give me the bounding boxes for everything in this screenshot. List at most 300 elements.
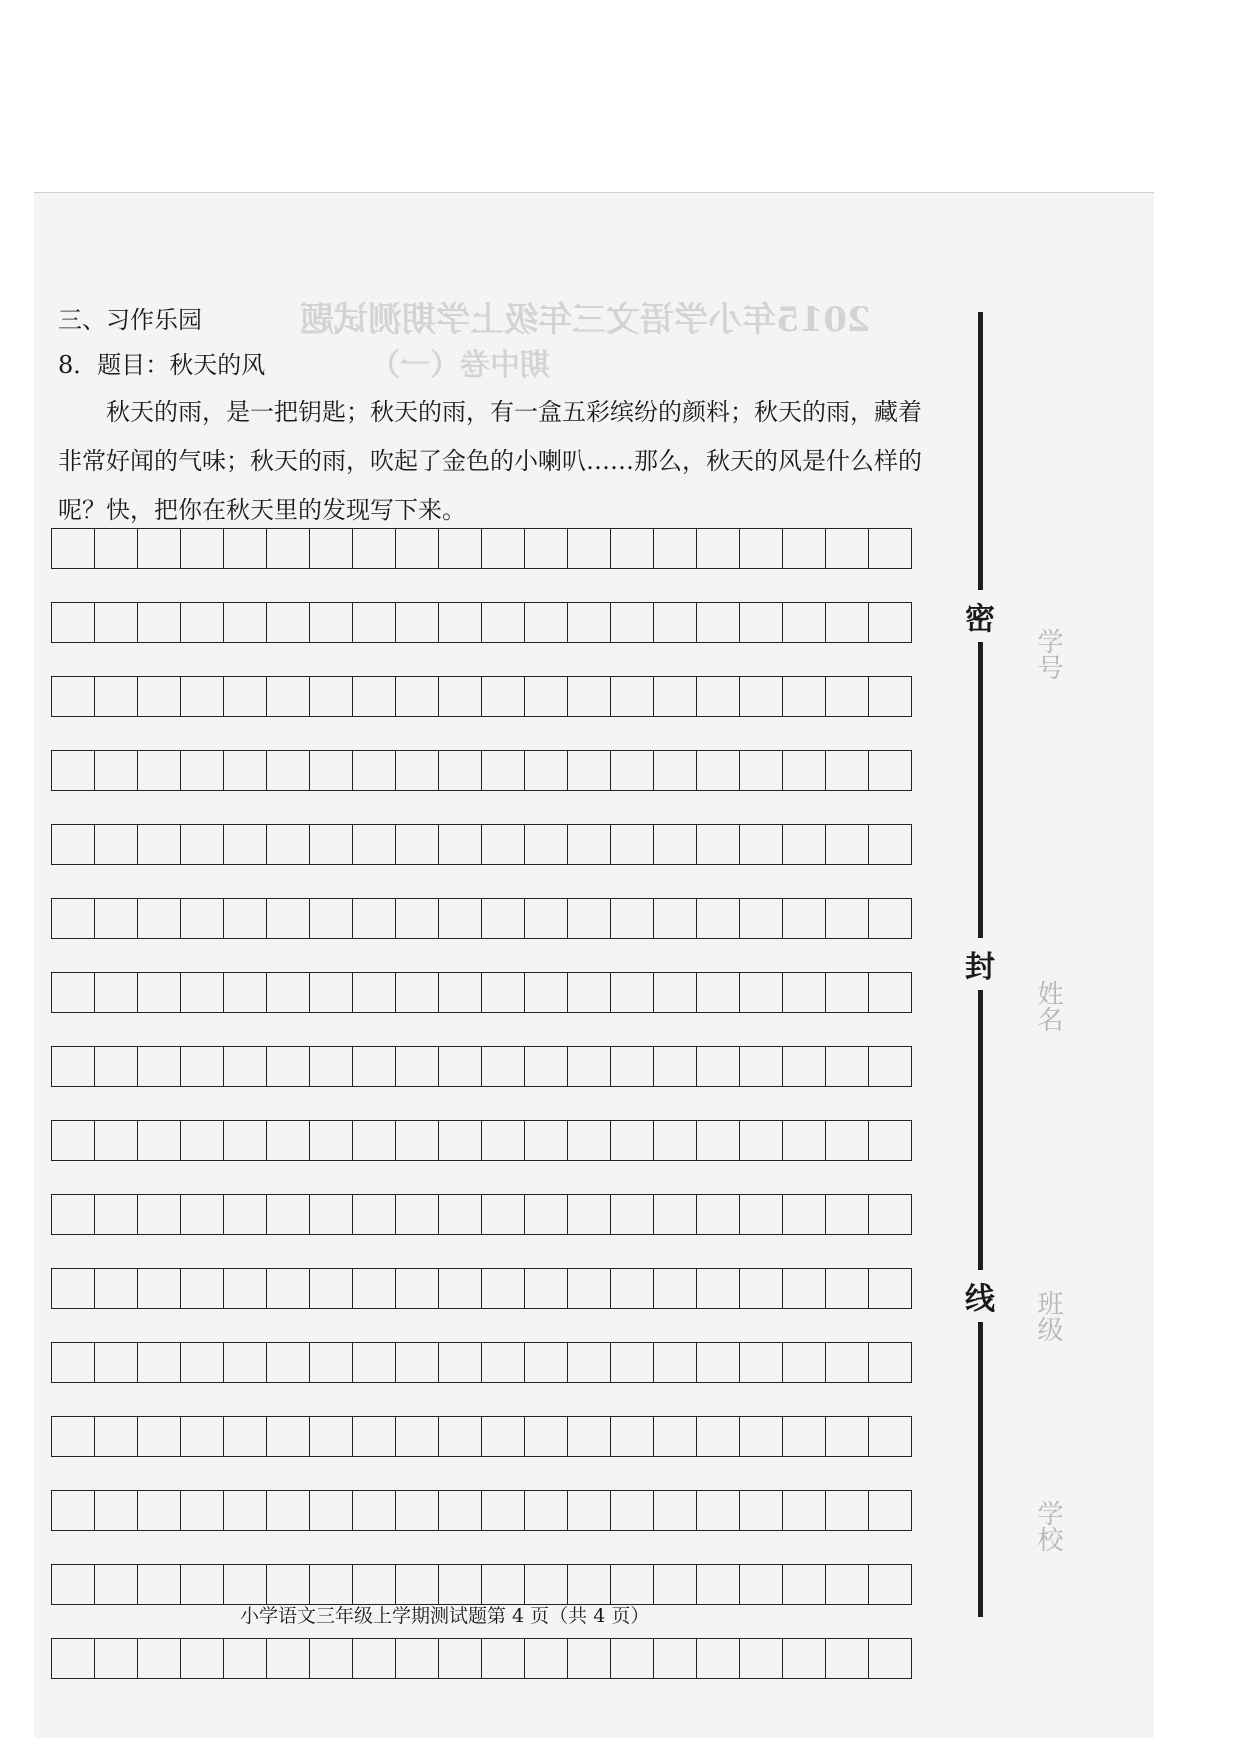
- grid-cell[interactable]: [352, 1638, 396, 1679]
- grid-cell[interactable]: [567, 1564, 611, 1605]
- grid-cell[interactable]: [94, 972, 138, 1013]
- grid-cell[interactable]: [610, 676, 654, 717]
- grid-cell[interactable]: [395, 1268, 439, 1309]
- grid-cell[interactable]: [610, 1268, 654, 1309]
- grid-cell[interactable]: [567, 1194, 611, 1235]
- grid-cell[interactable]: [653, 602, 697, 643]
- grid-cell[interactable]: [524, 602, 568, 643]
- grid-cell[interactable]: [739, 1342, 783, 1383]
- grid-cell[interactable]: [438, 1046, 482, 1087]
- grid-cell[interactable]: [567, 1416, 611, 1457]
- grid-cell[interactable]: [309, 1120, 353, 1161]
- grid-cell[interactable]: [481, 1120, 525, 1161]
- grid-cell[interactable]: [223, 1416, 267, 1457]
- grid-cell[interactable]: [51, 824, 95, 865]
- grid-cell[interactable]: [868, 1120, 912, 1161]
- grid-cell[interactable]: [481, 1046, 525, 1087]
- grid-cell[interactable]: [137, 1120, 181, 1161]
- grid-cell[interactable]: [868, 898, 912, 939]
- grid-cell[interactable]: [352, 528, 396, 569]
- grid-cell[interactable]: [395, 1638, 439, 1679]
- grid-cell[interactable]: [524, 1342, 568, 1383]
- grid-cell[interactable]: [567, 972, 611, 1013]
- grid-cell[interactable]: [395, 1120, 439, 1161]
- grid-cell[interactable]: [739, 1120, 783, 1161]
- grid-cell[interactable]: [610, 602, 654, 643]
- grid-cell[interactable]: [610, 750, 654, 791]
- grid-cell[interactable]: [137, 824, 181, 865]
- grid-cell[interactable]: [739, 824, 783, 865]
- grid-cell[interactable]: [739, 972, 783, 1013]
- grid-cell[interactable]: [94, 824, 138, 865]
- grid-cell[interactable]: [266, 602, 310, 643]
- grid-cell[interactable]: [309, 1564, 353, 1605]
- grid-cell[interactable]: [782, 528, 826, 569]
- grid-cell[interactable]: [438, 1638, 482, 1679]
- grid-cell[interactable]: [610, 898, 654, 939]
- grid-cell[interactable]: [309, 1416, 353, 1457]
- grid-cell[interactable]: [395, 1046, 439, 1087]
- grid-cell[interactable]: [739, 1268, 783, 1309]
- grid-cell[interactable]: [782, 1194, 826, 1235]
- grid-cell[interactable]: [395, 602, 439, 643]
- grid-cell[interactable]: [825, 1046, 869, 1087]
- grid-cell[interactable]: [567, 824, 611, 865]
- grid-cell[interactable]: [266, 1490, 310, 1531]
- grid-cell[interactable]: [653, 1490, 697, 1531]
- grid-cell[interactable]: [481, 1342, 525, 1383]
- grid-cell[interactable]: [352, 1416, 396, 1457]
- grid-cell[interactable]: [653, 824, 697, 865]
- grid-cell[interactable]: [567, 676, 611, 717]
- grid-cell[interactable]: [438, 898, 482, 939]
- grid-cell[interactable]: [782, 1046, 826, 1087]
- grid-cell[interactable]: [610, 1342, 654, 1383]
- grid-cell[interactable]: [868, 1194, 912, 1235]
- grid-cell[interactable]: [868, 824, 912, 865]
- grid-cell[interactable]: [481, 972, 525, 1013]
- grid-cell[interactable]: [825, 1342, 869, 1383]
- grid-cell[interactable]: [266, 1268, 310, 1309]
- grid-cell[interactable]: [309, 750, 353, 791]
- grid-cell[interactable]: [696, 1490, 740, 1531]
- grid-cell[interactable]: [825, 1490, 869, 1531]
- grid-cell[interactable]: [567, 1638, 611, 1679]
- grid-cell[interactable]: [223, 1046, 267, 1087]
- grid-cell[interactable]: [739, 528, 783, 569]
- grid-cell[interactable]: [868, 750, 912, 791]
- grid-cell[interactable]: [524, 1046, 568, 1087]
- grid-cell[interactable]: [266, 750, 310, 791]
- grid-cell[interactable]: [266, 1194, 310, 1235]
- grid-cell[interactable]: [825, 750, 869, 791]
- grid-cell[interactable]: [481, 1194, 525, 1235]
- grid-cell[interactable]: [352, 972, 396, 1013]
- grid-cell[interactable]: [352, 1194, 396, 1235]
- grid-cell[interactable]: [524, 1416, 568, 1457]
- grid-cell[interactable]: [481, 1268, 525, 1309]
- grid-cell[interactable]: [739, 1194, 783, 1235]
- grid-cell[interactable]: [94, 1638, 138, 1679]
- grid-cell[interactable]: [94, 528, 138, 569]
- grid-cell[interactable]: [438, 1268, 482, 1309]
- grid-cell[interactable]: [696, 1120, 740, 1161]
- grid-cell[interactable]: [438, 676, 482, 717]
- grid-cell[interactable]: [610, 1120, 654, 1161]
- grid-cell[interactable]: [137, 1194, 181, 1235]
- grid-cell[interactable]: [395, 898, 439, 939]
- grid-cell[interactable]: [481, 1416, 525, 1457]
- grid-cell[interactable]: [481, 824, 525, 865]
- grid-cell[interactable]: [438, 824, 482, 865]
- grid-cell[interactable]: [825, 972, 869, 1013]
- grid-cell[interactable]: [395, 824, 439, 865]
- grid-cell[interactable]: [653, 528, 697, 569]
- grid-cell[interactable]: [51, 1342, 95, 1383]
- grid-cell[interactable]: [524, 898, 568, 939]
- grid-cell[interactable]: [94, 1342, 138, 1383]
- grid-cell[interactable]: [481, 676, 525, 717]
- grid-cell[interactable]: [524, 528, 568, 569]
- grid-cell[interactable]: [653, 1416, 697, 1457]
- grid-cell[interactable]: [94, 676, 138, 717]
- grid-cell[interactable]: [524, 1120, 568, 1161]
- grid-cell[interactable]: [868, 1490, 912, 1531]
- grid-cell[interactable]: [137, 528, 181, 569]
- grid-cell[interactable]: [567, 528, 611, 569]
- grid-cell[interactable]: [868, 676, 912, 717]
- grid-cell[interactable]: [868, 1638, 912, 1679]
- grid-cell[interactable]: [51, 1490, 95, 1531]
- grid-cell[interactable]: [94, 1194, 138, 1235]
- grid-cell[interactable]: [266, 1564, 310, 1605]
- grid-cell[interactable]: [137, 1046, 181, 1087]
- grid-cell[interactable]: [481, 602, 525, 643]
- grid-cell[interactable]: [180, 1194, 224, 1235]
- grid-cell[interactable]: [481, 898, 525, 939]
- grid-cell[interactable]: [266, 1120, 310, 1161]
- grid-cell[interactable]: [352, 824, 396, 865]
- grid-cell[interactable]: [266, 528, 310, 569]
- grid-cell[interactable]: [524, 676, 568, 717]
- grid-cell[interactable]: [180, 528, 224, 569]
- grid-cell[interactable]: [309, 972, 353, 1013]
- grid-cell[interactable]: [782, 1268, 826, 1309]
- grid-cell[interactable]: [825, 824, 869, 865]
- grid-cell[interactable]: [610, 1490, 654, 1531]
- grid-cell[interactable]: [739, 1564, 783, 1605]
- grid-cell[interactable]: [352, 676, 396, 717]
- grid-cell[interactable]: [309, 1268, 353, 1309]
- grid-cell[interactable]: [395, 972, 439, 1013]
- grid-cell[interactable]: [223, 602, 267, 643]
- grid-cell[interactable]: [524, 750, 568, 791]
- grid-cell[interactable]: [180, 1268, 224, 1309]
- grid-cell[interactable]: [782, 1416, 826, 1457]
- grid-cell[interactable]: [395, 750, 439, 791]
- grid-cell[interactable]: [567, 750, 611, 791]
- grid-cell[interactable]: [524, 1638, 568, 1679]
- grid-cell[interactable]: [352, 1268, 396, 1309]
- grid-cell[interactable]: [696, 676, 740, 717]
- grid-cell[interactable]: [94, 1416, 138, 1457]
- grid-cell[interactable]: [309, 1638, 353, 1679]
- grid-cell[interactable]: [610, 1194, 654, 1235]
- grid-cell[interactable]: [51, 1120, 95, 1161]
- grid-cell[interactable]: [739, 898, 783, 939]
- grid-cell[interactable]: [309, 1046, 353, 1087]
- grid-cell[interactable]: [352, 1120, 396, 1161]
- grid-cell[interactable]: [481, 750, 525, 791]
- grid-cell[interactable]: [696, 898, 740, 939]
- grid-cell[interactable]: [180, 1490, 224, 1531]
- grid-cell[interactable]: [51, 1564, 95, 1605]
- grid-cell[interactable]: [653, 1268, 697, 1309]
- grid-cell[interactable]: [223, 1564, 267, 1605]
- grid-cell[interactable]: [438, 1342, 482, 1383]
- grid-cell[interactable]: [825, 1194, 869, 1235]
- grid-cell[interactable]: [51, 1046, 95, 1087]
- grid-cell[interactable]: [610, 824, 654, 865]
- grid-cell[interactable]: [180, 1638, 224, 1679]
- grid-cell[interactable]: [653, 1638, 697, 1679]
- grid-cell[interactable]: [309, 602, 353, 643]
- grid-cell[interactable]: [438, 1416, 482, 1457]
- grid-cell[interactable]: [395, 1416, 439, 1457]
- grid-cell[interactable]: [567, 1342, 611, 1383]
- grid-cell[interactable]: [696, 972, 740, 1013]
- grid-cell[interactable]: [137, 1638, 181, 1679]
- grid-cell[interactable]: [438, 1120, 482, 1161]
- grid-cell[interactable]: [739, 750, 783, 791]
- grid-cell[interactable]: [481, 1638, 525, 1679]
- grid-cell[interactable]: [610, 1638, 654, 1679]
- grid-cell[interactable]: [352, 1342, 396, 1383]
- grid-cell[interactable]: [481, 1490, 525, 1531]
- grid-cell[interactable]: [825, 1416, 869, 1457]
- grid-cell[interactable]: [180, 898, 224, 939]
- grid-cell[interactable]: [137, 676, 181, 717]
- grid-cell[interactable]: [223, 1638, 267, 1679]
- grid-cell[interactable]: [567, 898, 611, 939]
- grid-cell[interactable]: [438, 972, 482, 1013]
- grid-cell[interactable]: [309, 1490, 353, 1531]
- grid-cell[interactable]: [782, 824, 826, 865]
- grid-cell[interactable]: [395, 1342, 439, 1383]
- grid-cell[interactable]: [266, 676, 310, 717]
- grid-cell[interactable]: [137, 602, 181, 643]
- grid-cell[interactable]: [180, 1564, 224, 1605]
- grid-cell[interactable]: [696, 824, 740, 865]
- grid-cell[interactable]: [438, 602, 482, 643]
- grid-cell[interactable]: [782, 1120, 826, 1161]
- grid-cell[interactable]: [524, 1194, 568, 1235]
- grid-cell[interactable]: [137, 750, 181, 791]
- grid-cell[interactable]: [395, 1490, 439, 1531]
- grid-cell[interactable]: [94, 750, 138, 791]
- grid-cell[interactable]: [223, 1490, 267, 1531]
- grid-cell[interactable]: [309, 1342, 353, 1383]
- grid-cell[interactable]: [94, 1490, 138, 1531]
- grid-cell[interactable]: [51, 972, 95, 1013]
- grid-cell[interactable]: [137, 898, 181, 939]
- grid-cell[interactable]: [653, 898, 697, 939]
- grid-cell[interactable]: [309, 824, 353, 865]
- grid-cell[interactable]: [782, 676, 826, 717]
- grid-cell[interactable]: [395, 1194, 439, 1235]
- grid-cell[interactable]: [653, 750, 697, 791]
- grid-cell[interactable]: [94, 1564, 138, 1605]
- grid-cell[interactable]: [438, 528, 482, 569]
- grid-cell[interactable]: [51, 1268, 95, 1309]
- grid-cell[interactable]: [868, 1416, 912, 1457]
- grid-cell[interactable]: [438, 1564, 482, 1605]
- grid-cell[interactable]: [782, 972, 826, 1013]
- grid-cell[interactable]: [266, 824, 310, 865]
- grid-cell[interactable]: [352, 602, 396, 643]
- grid-cell[interactable]: [180, 972, 224, 1013]
- grid-cell[interactable]: [653, 1194, 697, 1235]
- grid-cell[interactable]: [438, 750, 482, 791]
- grid-cell[interactable]: [94, 898, 138, 939]
- grid-cell[interactable]: [868, 602, 912, 643]
- grid-cell[interactable]: [51, 750, 95, 791]
- grid-cell[interactable]: [868, 1046, 912, 1087]
- grid-cell[interactable]: [137, 1564, 181, 1605]
- grid-cell[interactable]: [825, 1638, 869, 1679]
- grid-cell[interactable]: [653, 1046, 697, 1087]
- grid-cell[interactable]: [696, 1046, 740, 1087]
- grid-cell[interactable]: [696, 750, 740, 791]
- grid-cell[interactable]: [180, 1120, 224, 1161]
- grid-cell[interactable]: [696, 1342, 740, 1383]
- grid-cell[interactable]: [567, 1046, 611, 1087]
- grid-cell[interactable]: [696, 1194, 740, 1235]
- grid-cell[interactable]: [180, 1046, 224, 1087]
- grid-cell[interactable]: [438, 1490, 482, 1531]
- grid-cell[interactable]: [137, 1490, 181, 1531]
- grid-cell[interactable]: [825, 1120, 869, 1161]
- grid-cell[interactable]: [782, 750, 826, 791]
- grid-cell[interactable]: [653, 1120, 697, 1161]
- grid-cell[interactable]: [180, 602, 224, 643]
- grid-cell[interactable]: [223, 750, 267, 791]
- grid-cell[interactable]: [696, 1638, 740, 1679]
- grid-cell[interactable]: [266, 1638, 310, 1679]
- grid-cell[interactable]: [438, 1194, 482, 1235]
- grid-cell[interactable]: [610, 1564, 654, 1605]
- grid-cell[interactable]: [223, 528, 267, 569]
- grid-cell[interactable]: [782, 1342, 826, 1383]
- grid-cell[interactable]: [51, 602, 95, 643]
- grid-cell[interactable]: [309, 1194, 353, 1235]
- grid-cell[interactable]: [180, 750, 224, 791]
- grid-cell[interactable]: [782, 1490, 826, 1531]
- grid-cell[interactable]: [223, 1120, 267, 1161]
- grid-cell[interactable]: [266, 972, 310, 1013]
- grid-cell[interactable]: [352, 750, 396, 791]
- grid-cell[interactable]: [395, 676, 439, 717]
- grid-cell[interactable]: [51, 676, 95, 717]
- grid-cell[interactable]: [137, 1416, 181, 1457]
- grid-cell[interactable]: [868, 528, 912, 569]
- grid-cell[interactable]: [868, 1268, 912, 1309]
- grid-cell[interactable]: [653, 1342, 697, 1383]
- grid-cell[interactable]: [567, 1490, 611, 1531]
- grid-cell[interactable]: [825, 676, 869, 717]
- grid-cell[interactable]: [137, 1268, 181, 1309]
- grid-cell[interactable]: [610, 1416, 654, 1457]
- grid-cell[interactable]: [610, 528, 654, 569]
- grid-cell[interactable]: [653, 972, 697, 1013]
- grid-cell[interactable]: [180, 1342, 224, 1383]
- grid-cell[interactable]: [352, 1490, 396, 1531]
- grid-cell[interactable]: [223, 972, 267, 1013]
- grid-cell[interactable]: [567, 1120, 611, 1161]
- grid-cell[interactable]: [825, 1564, 869, 1605]
- grid-cell[interactable]: [825, 528, 869, 569]
- grid-cell[interactable]: [223, 824, 267, 865]
- grid-cell[interactable]: [266, 1046, 310, 1087]
- grid-cell[interactable]: [825, 1268, 869, 1309]
- grid-cell[interactable]: [696, 602, 740, 643]
- grid-cell[interactable]: [223, 1342, 267, 1383]
- grid-cell[interactable]: [868, 1564, 912, 1605]
- grid-cell[interactable]: [51, 1416, 95, 1457]
- grid-cell[interactable]: [696, 1416, 740, 1457]
- grid-cell[interactable]: [395, 1564, 439, 1605]
- grid-cell[interactable]: [739, 602, 783, 643]
- grid-cell[interactable]: [352, 1046, 396, 1087]
- grid-cell[interactable]: [180, 1416, 224, 1457]
- grid-cell[interactable]: [137, 972, 181, 1013]
- grid-cell[interactable]: [610, 972, 654, 1013]
- grid-cell[interactable]: [51, 898, 95, 939]
- grid-cell[interactable]: [266, 1416, 310, 1457]
- grid-cell[interactable]: [610, 1046, 654, 1087]
- grid-cell[interactable]: [696, 1564, 740, 1605]
- grid-cell[interactable]: [653, 676, 697, 717]
- grid-cell[interactable]: [481, 1564, 525, 1605]
- grid-cell[interactable]: [739, 1638, 783, 1679]
- grid-cell[interactable]: [739, 1416, 783, 1457]
- grid-cell[interactable]: [309, 528, 353, 569]
- grid-cell[interactable]: [94, 1046, 138, 1087]
- grid-cell[interactable]: [825, 898, 869, 939]
- grid-cell[interactable]: [51, 1638, 95, 1679]
- grid-cell[interactable]: [51, 528, 95, 569]
- grid-cell[interactable]: [567, 602, 611, 643]
- grid-cell[interactable]: [653, 1564, 697, 1605]
- grid-cell[interactable]: [825, 602, 869, 643]
- grid-cell[interactable]: [739, 1046, 783, 1087]
- grid-cell[interactable]: [180, 824, 224, 865]
- grid-cell[interactable]: [696, 1268, 740, 1309]
- grid-cell[interactable]: [51, 1194, 95, 1235]
- grid-cell[interactable]: [524, 1564, 568, 1605]
- grid-cell[interactable]: [94, 1120, 138, 1161]
- grid-cell[interactable]: [782, 898, 826, 939]
- grid-cell[interactable]: [868, 972, 912, 1013]
- grid-cell[interactable]: [94, 1268, 138, 1309]
- grid-cell[interactable]: [524, 972, 568, 1013]
- grid-cell[interactable]: [223, 676, 267, 717]
- grid-cell[interactable]: [266, 898, 310, 939]
- grid-cell[interactable]: [352, 898, 396, 939]
- grid-cell[interactable]: [567, 1268, 611, 1309]
- grid-cell[interactable]: [782, 602, 826, 643]
- grid-cell[interactable]: [223, 1268, 267, 1309]
